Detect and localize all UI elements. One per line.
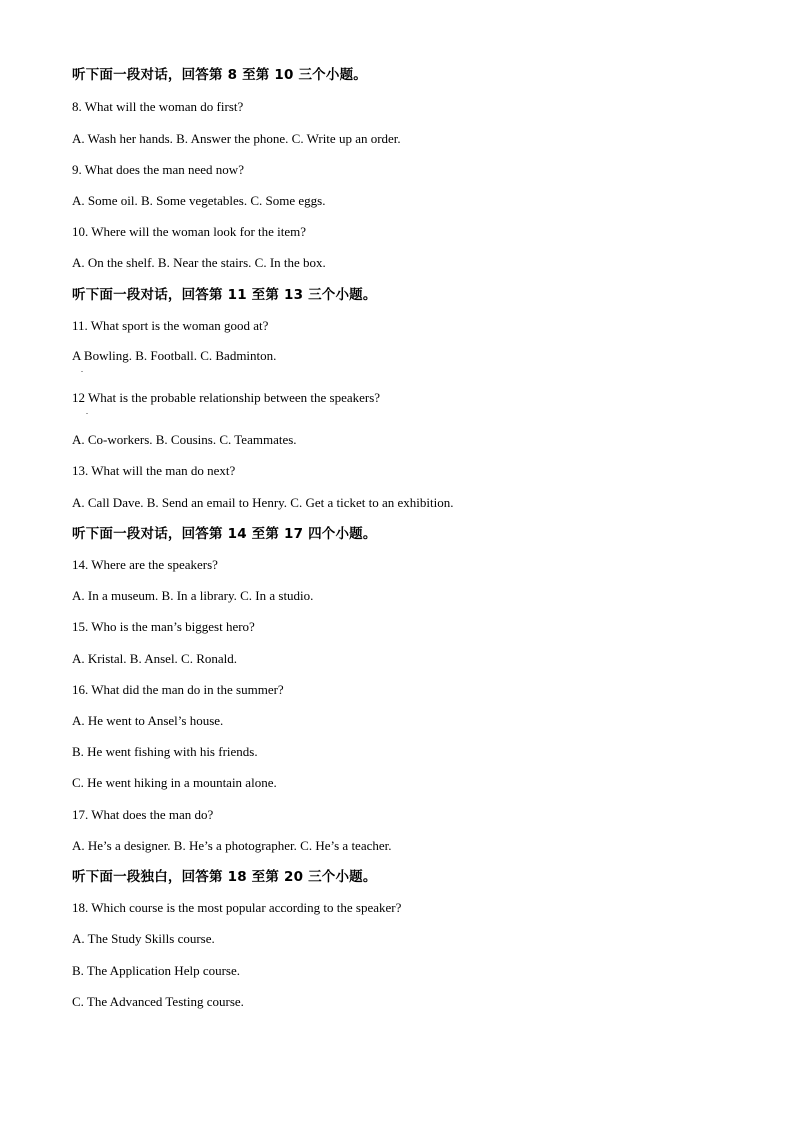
section-heading-11-13: 听下面一段对话，回答第 11 至第 13 三个小题。 — [72, 287, 377, 303]
options-10: A. On the shelf. B. Near the stairs. C. In the box. — [72, 255, 326, 270]
section-heading-8-10: 听下面一段对话，回答第 8 至第 10 三个小题。 — [72, 67, 367, 83]
question-10: 10. Where will the woman look for the item? — [72, 224, 307, 239]
options-12: A. Co-workers. B. Cousins. C. Teammates. — [72, 432, 297, 447]
options-11: A Bowling. B. Football. C. Badminton. — [72, 348, 277, 363]
options-14: A. In a museum. B. In a library. C. In a studio. — [72, 588, 314, 603]
options-17: A. He’s a designer. B. He’s a photographer. C. He’s a teacher. — [72, 838, 392, 853]
stray-dot: . — [86, 407, 88, 416]
question-13: 13. What will the man do next? — [72, 463, 236, 478]
options-15: A. Kristal. B. Ansel. C. Ronald. — [72, 651, 238, 666]
question-14: 14. Where are the speakers? — [72, 557, 218, 572]
options-13: A. Call Dave. B. Send an email to Henry. C. Get a ticket to an exhibition. — [72, 495, 454, 510]
option-18-a: A. The Study Skills course. — [72, 931, 215, 946]
option-16-b: B. He went fishing with his friends. — [72, 744, 258, 759]
question-16: 16. What did the man do in the summer? — [72, 682, 284, 697]
question-12: 12 What is the probable relationship between the speakers? — [72, 390, 381, 405]
option-16-c: C. He went hiking in a mountain alone. — [72, 775, 277, 790]
option-18-c: C. The Advanced Testing course. — [72, 994, 244, 1009]
question-8: 8. What will the woman do first? — [72, 99, 244, 114]
question-9: 9. What does the man need now? — [72, 162, 244, 177]
stray-dot: . — [81, 365, 83, 374]
options-9: A. Some oil. B. Some vegetables. C. Some eggs. — [72, 193, 326, 208]
options-8: A. Wash her hands. B. Answer the phone. C. Write up an order. — [72, 131, 401, 146]
option-18-b: B. The Application Help course. — [72, 963, 241, 978]
option-16-a: A. He went to Ansel’s house. — [72, 713, 224, 728]
question-15: 15. Who is the man’s biggest hero? — [72, 619, 255, 634]
section-heading-18-20: 听下面一段独白，回答第 18 至第 20 三个小题。 — [72, 869, 377, 885]
question-11: 11. What sport is the woman good at? — [72, 318, 269, 333]
section-heading-14-17: 听下面一段对话，回答第 14 至第 17 四个小题。 — [72, 526, 377, 542]
question-18: 18. Which course is the most popular according to the speaker? — [72, 900, 402, 915]
question-17: 17. What does the man do? — [72, 807, 214, 822]
